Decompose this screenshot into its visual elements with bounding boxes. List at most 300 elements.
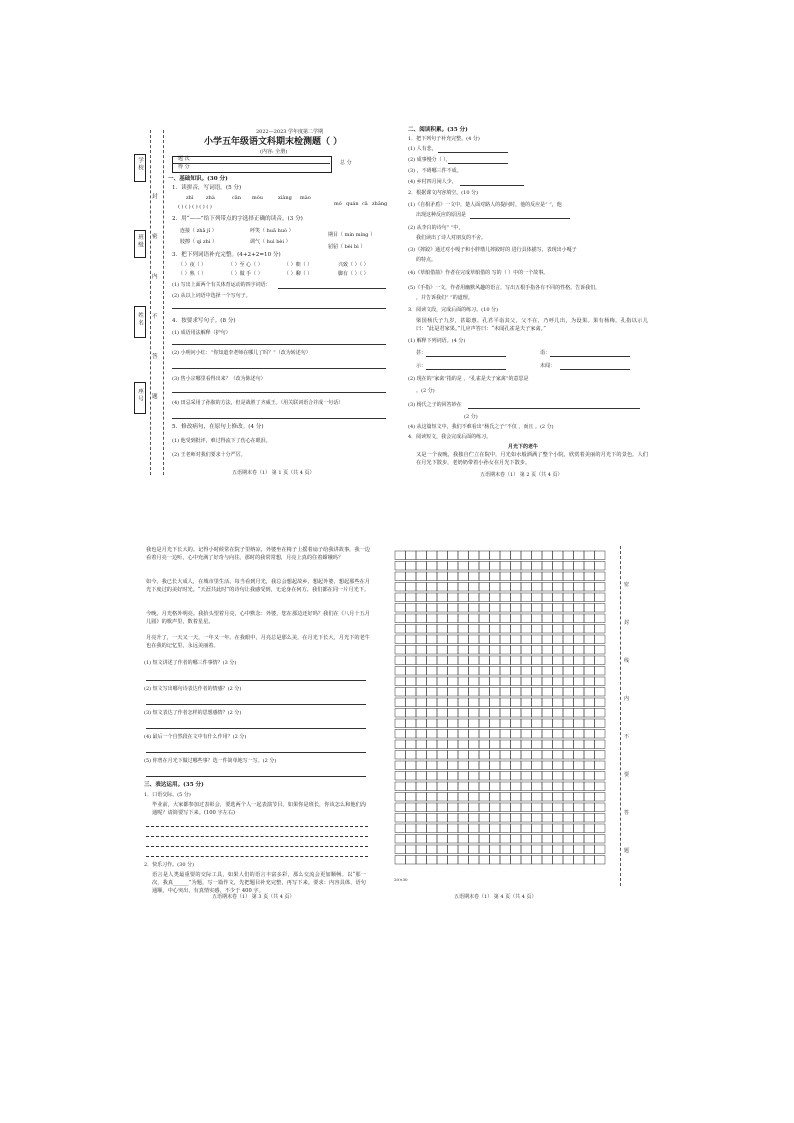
grid-cell[interactable] — [406, 677, 417, 686]
grid-cell[interactable] — [500, 730, 511, 739]
grid-cell[interactable] — [479, 562, 490, 571]
grid-cell[interactable] — [542, 782, 553, 791]
grid-cell[interactable] — [521, 772, 532, 781]
grid-cell[interactable] — [553, 593, 564, 602]
grid-cell[interactable] — [584, 572, 595, 581]
grid-cell[interactable] — [574, 803, 585, 812]
grid-cell[interactable] — [406, 583, 417, 592]
grid-cell[interactable] — [448, 593, 459, 602]
grid-cell[interactable] — [511, 709, 522, 718]
grid-cell[interactable] — [500, 614, 511, 623]
grid-cell[interactable] — [490, 793, 501, 802]
grid-cell[interactable] — [521, 667, 532, 676]
grid-cell[interactable] — [416, 625, 427, 634]
grid-cell[interactable] — [563, 761, 574, 770]
grid-cell[interactable] — [574, 709, 585, 718]
grid-cell[interactable] — [437, 551, 448, 560]
grid-cell[interactable] — [532, 551, 543, 560]
grid-cell[interactable] — [406, 761, 417, 770]
grid-cell[interactable] — [500, 656, 511, 665]
grid-cell[interactable] — [406, 814, 417, 823]
grid-cell[interactable] — [437, 730, 448, 739]
grid-cell[interactable] — [584, 646, 595, 655]
grid-cell[interactable] — [416, 772, 427, 781]
grid-cell[interactable] — [532, 782, 543, 791]
grid-cell[interactable] — [563, 740, 574, 749]
grid-cell[interactable] — [595, 593, 606, 602]
grid-cell[interactable] — [532, 593, 543, 602]
grid-cell[interactable] — [416, 730, 427, 739]
grid-cell[interactable] — [395, 646, 406, 655]
grid-cell[interactable] — [584, 824, 595, 833]
grid-cell[interactable] — [595, 635, 606, 644]
grid-cell[interactable] — [532, 583, 543, 592]
grid-cell[interactable] — [532, 625, 543, 634]
grid-cell[interactable] — [469, 772, 480, 781]
grid-cell[interactable] — [469, 782, 480, 791]
grid-cell[interactable] — [416, 751, 427, 760]
grid-cell[interactable] — [532, 730, 543, 739]
grid-cell[interactable] — [395, 761, 406, 770]
grid-cell[interactable] — [584, 856, 595, 865]
grid-cell[interactable] — [458, 688, 469, 697]
grid-cell[interactable] — [532, 772, 543, 781]
grid-cell[interactable] — [479, 656, 490, 665]
grid-cell[interactable] — [490, 677, 501, 686]
grid-cell[interactable] — [448, 614, 459, 623]
grid-cell[interactable] — [490, 782, 501, 791]
grid-cell[interactable] — [416, 709, 427, 718]
grid-cell[interactable] — [437, 593, 448, 602]
grid-cell[interactable] — [469, 740, 480, 749]
grid-cell[interactable] — [532, 562, 543, 571]
grid-cell[interactable] — [448, 667, 459, 676]
grid-cell[interactable] — [395, 604, 406, 613]
grid-cell[interactable] — [532, 614, 543, 623]
grid-cell[interactable] — [437, 845, 448, 854]
grid-cell[interactable] — [584, 604, 595, 613]
grid-cell[interactable] — [395, 856, 406, 865]
grid-cell[interactable] — [490, 856, 501, 865]
grid-cell[interactable] — [521, 803, 532, 812]
grid-cell[interactable] — [406, 572, 417, 581]
grid-cell[interactable] — [532, 835, 543, 844]
grid-cell[interactable] — [416, 856, 427, 865]
grid-cell[interactable] — [595, 845, 606, 854]
grid-cell[interactable] — [584, 709, 595, 718]
grid-cell[interactable] — [584, 635, 595, 644]
grid-cell[interactable] — [595, 583, 606, 592]
grid-cell[interactable] — [511, 583, 522, 592]
grid-cell[interactable] — [406, 740, 417, 749]
grid-cell[interactable] — [563, 635, 574, 644]
grid-cell[interactable] — [469, 730, 480, 739]
grid-cell[interactable] — [500, 856, 511, 865]
grid-cell[interactable] — [416, 593, 427, 602]
grid-cell[interactable] — [479, 646, 490, 655]
grid-cell[interactable] — [479, 824, 490, 833]
grid-cell[interactable] — [521, 625, 532, 634]
grid-cell[interactable] — [458, 772, 469, 781]
grid-cell[interactable] — [427, 625, 438, 634]
grid-cell[interactable] — [469, 593, 480, 602]
grid-cell[interactable] — [574, 551, 585, 560]
grid-cell[interactable] — [521, 719, 532, 728]
grid-cell[interactable] — [542, 551, 553, 560]
grid-cell[interactable] — [595, 656, 606, 665]
grid-cell[interactable] — [437, 803, 448, 812]
grid-cell[interactable] — [395, 625, 406, 634]
composition-grid[interactable] — [394, 550, 608, 872]
grid-cell[interactable] — [532, 604, 543, 613]
grid-cell[interactable] — [532, 646, 543, 655]
grid-cell[interactable] — [542, 856, 553, 865]
grid-cell[interactable] — [458, 635, 469, 644]
grid-cell[interactable] — [500, 625, 511, 634]
grid-cell[interactable] — [479, 761, 490, 770]
grid-cell[interactable] — [479, 835, 490, 844]
grid-cell[interactable] — [458, 646, 469, 655]
grid-cell[interactable] — [500, 709, 511, 718]
grid-cell[interactable] — [469, 803, 480, 812]
grid-cell[interactable] — [458, 719, 469, 728]
grid-cell[interactable] — [406, 635, 417, 644]
grid-cell[interactable] — [469, 856, 480, 865]
grid-cell[interactable] — [595, 793, 606, 802]
grid-cell[interactable] — [574, 614, 585, 623]
grid-cell[interactable] — [395, 677, 406, 686]
grid-cell[interactable] — [448, 719, 459, 728]
grid-cell[interactable] — [416, 656, 427, 665]
grid-cell[interactable] — [553, 709, 564, 718]
grid-cell[interactable] — [427, 562, 438, 571]
grid-cell[interactable] — [490, 751, 501, 760]
grid-cell[interactable] — [469, 677, 480, 686]
grid-cell[interactable] — [469, 793, 480, 802]
grid-cell[interactable] — [490, 562, 501, 571]
grid-cell[interactable] — [574, 835, 585, 844]
grid-cell[interactable] — [469, 824, 480, 833]
grid-cell[interactable] — [490, 593, 501, 602]
grid-cell[interactable] — [448, 625, 459, 634]
grid-cell[interactable] — [448, 562, 459, 571]
grid-cell[interactable] — [542, 698, 553, 707]
grid-cell[interactable] — [416, 604, 427, 613]
grid-cell[interactable] — [448, 730, 459, 739]
grid-cell[interactable] — [511, 604, 522, 613]
grid-cell[interactable] — [500, 803, 511, 812]
grid-cell[interactable] — [395, 845, 406, 854]
grid-cell[interactable] — [395, 572, 406, 581]
grid-cell[interactable] — [574, 751, 585, 760]
grid-cell[interactable] — [521, 782, 532, 791]
grid-cell[interactable] — [521, 835, 532, 844]
grid-cell[interactable] — [490, 814, 501, 823]
grid-cell[interactable] — [511, 814, 522, 823]
grid-cell[interactable] — [458, 856, 469, 865]
grid-cell[interactable] — [511, 835, 522, 844]
grid-cell[interactable] — [542, 793, 553, 802]
grid-cell[interactable] — [448, 793, 459, 802]
grid-cell[interactable] — [479, 782, 490, 791]
grid-cell[interactable] — [458, 793, 469, 802]
grid-cell[interactable] — [416, 761, 427, 770]
grid-cell[interactable] — [532, 803, 543, 812]
grid-cell[interactable] — [532, 845, 543, 854]
grid-cell[interactable] — [584, 782, 595, 791]
grid-cell[interactable] — [479, 719, 490, 728]
grid-cell[interactable] — [532, 719, 543, 728]
grid-cell[interactable] — [521, 583, 532, 592]
grid-cell[interactable] — [521, 688, 532, 697]
grid-cell[interactable] — [574, 772, 585, 781]
grid-cell[interactable] — [553, 635, 564, 644]
grid-cell[interactable] — [553, 698, 564, 707]
grid-cell[interactable] — [574, 656, 585, 665]
grid-cell[interactable] — [595, 646, 606, 655]
grid-cell[interactable] — [574, 572, 585, 581]
grid-cell[interactable] — [416, 782, 427, 791]
grid-cell[interactable] — [500, 698, 511, 707]
grid-cell[interactable] — [553, 646, 564, 655]
grid-cell[interactable] — [458, 551, 469, 560]
grid-cell[interactable] — [469, 835, 480, 844]
grid-cell[interactable] — [469, 814, 480, 823]
grid-cell[interactable] — [595, 772, 606, 781]
grid-cell[interactable] — [500, 845, 511, 854]
grid-cell[interactable] — [521, 572, 532, 581]
grid-cell[interactable] — [437, 835, 448, 844]
grid-cell[interactable] — [574, 845, 585, 854]
grid-cell[interactable] — [511, 677, 522, 686]
grid-cell[interactable] — [574, 793, 585, 802]
grid-cell[interactable] — [500, 772, 511, 781]
grid-cell[interactable] — [542, 604, 553, 613]
grid-cell[interactable] — [406, 824, 417, 833]
grid-cell[interactable] — [490, 698, 501, 707]
grid-cell[interactable] — [563, 856, 574, 865]
grid-cell[interactable] — [437, 793, 448, 802]
grid-cell[interactable] — [595, 604, 606, 613]
grid-cell[interactable] — [479, 698, 490, 707]
grid-cell[interactable] — [553, 656, 564, 665]
grid-cell[interactable] — [553, 793, 564, 802]
grid-cell[interactable] — [437, 709, 448, 718]
grid-cell[interactable] — [574, 677, 585, 686]
grid-cell[interactable] — [458, 824, 469, 833]
grid-cell[interactable] — [448, 688, 459, 697]
grid-cell[interactable] — [595, 740, 606, 749]
grid-cell[interactable] — [490, 614, 501, 623]
grid-cell[interactable] — [563, 772, 574, 781]
grid-cell[interactable] — [416, 803, 427, 812]
grid-cell[interactable] — [395, 656, 406, 665]
grid-cell[interactable] — [521, 740, 532, 749]
grid-cell[interactable] — [479, 709, 490, 718]
grid-cell[interactable] — [395, 824, 406, 833]
grid-cell[interactable] — [563, 677, 574, 686]
grid-cell[interactable] — [427, 782, 438, 791]
grid-cell[interactable] — [406, 614, 417, 623]
grid-cell[interactable] — [490, 835, 501, 844]
grid-cell[interactable] — [563, 562, 574, 571]
grid-cell[interactable] — [458, 625, 469, 634]
grid-cell[interactable] — [469, 614, 480, 623]
grid-cell[interactable] — [490, 635, 501, 644]
grid-cell[interactable] — [395, 793, 406, 802]
grid-cell[interactable] — [479, 845, 490, 854]
grid-cell[interactable] — [479, 814, 490, 823]
grid-cell[interactable] — [437, 656, 448, 665]
grid-cell[interactable] — [584, 614, 595, 623]
grid-cell[interactable] — [416, 740, 427, 749]
grid-cell[interactable] — [584, 751, 595, 760]
grid-cell[interactable] — [574, 625, 585, 634]
grid-cell[interactable] — [584, 772, 595, 781]
grid-cell[interactable] — [574, 782, 585, 791]
grid-cell[interactable] — [395, 751, 406, 760]
grid-cell[interactable] — [532, 698, 543, 707]
grid-cell[interactable] — [448, 835, 459, 844]
grid-cell[interactable] — [511, 562, 522, 571]
grid-cell[interactable] — [479, 572, 490, 581]
grid-cell[interactable] — [595, 562, 606, 571]
grid-cell[interactable] — [500, 740, 511, 749]
grid-cell[interactable] — [448, 604, 459, 613]
grid-cell[interactable] — [574, 730, 585, 739]
grid-cell[interactable] — [448, 740, 459, 749]
grid-cell[interactable] — [416, 677, 427, 686]
grid-cell[interactable] — [416, 572, 427, 581]
grid-cell[interactable] — [448, 551, 459, 560]
grid-cell[interactable] — [595, 814, 606, 823]
grid-cell[interactable] — [437, 751, 448, 760]
grid-cell[interactable] — [395, 551, 406, 560]
grid-cell[interactable] — [542, 719, 553, 728]
grid-cell[interactable] — [479, 730, 490, 739]
grid-cell[interactable] — [437, 824, 448, 833]
grid-cell[interactable] — [500, 677, 511, 686]
grid-cell[interactable] — [584, 677, 595, 686]
grid-cell[interactable] — [521, 751, 532, 760]
grid-cell[interactable] — [448, 698, 459, 707]
grid-cell[interactable] — [395, 688, 406, 697]
grid-cell[interactable] — [427, 793, 438, 802]
grid-cell[interactable] — [406, 772, 417, 781]
grid-cell[interactable] — [469, 572, 480, 581]
grid-cell[interactable] — [563, 803, 574, 812]
grid-cell[interactable] — [427, 646, 438, 655]
grid-cell[interactable] — [500, 761, 511, 770]
grid-cell[interactable] — [532, 824, 543, 833]
grid-cell[interactable] — [395, 583, 406, 592]
grid-cell[interactable] — [553, 814, 564, 823]
grid-cell[interactable] — [553, 614, 564, 623]
grid-cell[interactable] — [542, 751, 553, 760]
grid-cell[interactable] — [427, 772, 438, 781]
grid-cell[interactable] — [448, 845, 459, 854]
grid-cell[interactable] — [427, 709, 438, 718]
grid-cell[interactable] — [532, 751, 543, 760]
grid-cell[interactable] — [563, 646, 574, 655]
grid-cell[interactable] — [490, 803, 501, 812]
grid-cell[interactable] — [521, 614, 532, 623]
grid-cell[interactable] — [458, 835, 469, 844]
grid-cell[interactable] — [479, 803, 490, 812]
grid-cell[interactable] — [437, 698, 448, 707]
grid-cell[interactable] — [406, 730, 417, 739]
grid-cell[interactable] — [542, 646, 553, 655]
grid-cell[interactable] — [584, 688, 595, 697]
grid-cell[interactable] — [521, 656, 532, 665]
grid-cell[interactable] — [458, 740, 469, 749]
grid-cell[interactable] — [427, 593, 438, 602]
grid-cell[interactable] — [553, 562, 564, 571]
grid-cell[interactable] — [406, 835, 417, 844]
grid-cell[interactable] — [563, 824, 574, 833]
grid-cell[interactable] — [458, 604, 469, 613]
grid-cell[interactable] — [574, 635, 585, 644]
grid-cell[interactable] — [584, 625, 595, 634]
grid-cell[interactable] — [416, 845, 427, 854]
grid-cell[interactable] — [458, 709, 469, 718]
grid-cell[interactable] — [406, 604, 417, 613]
grid-cell[interactable] — [479, 793, 490, 802]
grid-cell[interactable] — [553, 572, 564, 581]
grid-cell[interactable] — [521, 814, 532, 823]
grid-cell[interactable] — [469, 551, 480, 560]
grid-cell[interactable] — [584, 583, 595, 592]
grid-cell[interactable] — [479, 635, 490, 644]
grid-cell[interactable] — [595, 667, 606, 676]
grid-cell[interactable] — [448, 656, 459, 665]
grid-cell[interactable] — [574, 698, 585, 707]
grid-cell[interactable] — [511, 740, 522, 749]
grid-cell[interactable] — [448, 824, 459, 833]
grid-cell[interactable] — [490, 730, 501, 739]
grid-cell[interactable] — [584, 793, 595, 802]
grid-cell[interactable] — [563, 845, 574, 854]
grid-cell[interactable] — [574, 856, 585, 865]
grid-cell[interactable] — [542, 688, 553, 697]
grid-cell[interactable] — [563, 604, 574, 613]
grid-cell[interactable] — [395, 593, 406, 602]
grid-cell[interactable] — [490, 824, 501, 833]
grid-cell[interactable] — [532, 688, 543, 697]
grid-cell[interactable] — [406, 551, 417, 560]
grid-cell[interactable] — [521, 856, 532, 865]
grid-cell[interactable] — [595, 614, 606, 623]
grid-cell[interactable] — [490, 709, 501, 718]
grid-cell[interactable] — [563, 572, 574, 581]
grid-cell[interactable] — [490, 604, 501, 613]
grid-cell[interactable] — [563, 751, 574, 760]
grid-cell[interactable] — [574, 824, 585, 833]
grid-cell[interactable] — [469, 719, 480, 728]
grid-cell[interactable] — [469, 845, 480, 854]
grid-cell[interactable] — [553, 751, 564, 760]
grid-cell[interactable] — [479, 551, 490, 560]
grid-cell[interactable] — [437, 782, 448, 791]
grid-cell[interactable] — [500, 646, 511, 655]
grid-cell[interactable] — [584, 740, 595, 749]
grid-cell[interactable] — [437, 688, 448, 697]
grid-cell[interactable] — [490, 719, 501, 728]
grid-cell[interactable] — [416, 614, 427, 623]
grid-cell[interactable] — [584, 593, 595, 602]
grid-cell[interactable] — [563, 730, 574, 739]
grid-cell[interactable] — [427, 688, 438, 697]
